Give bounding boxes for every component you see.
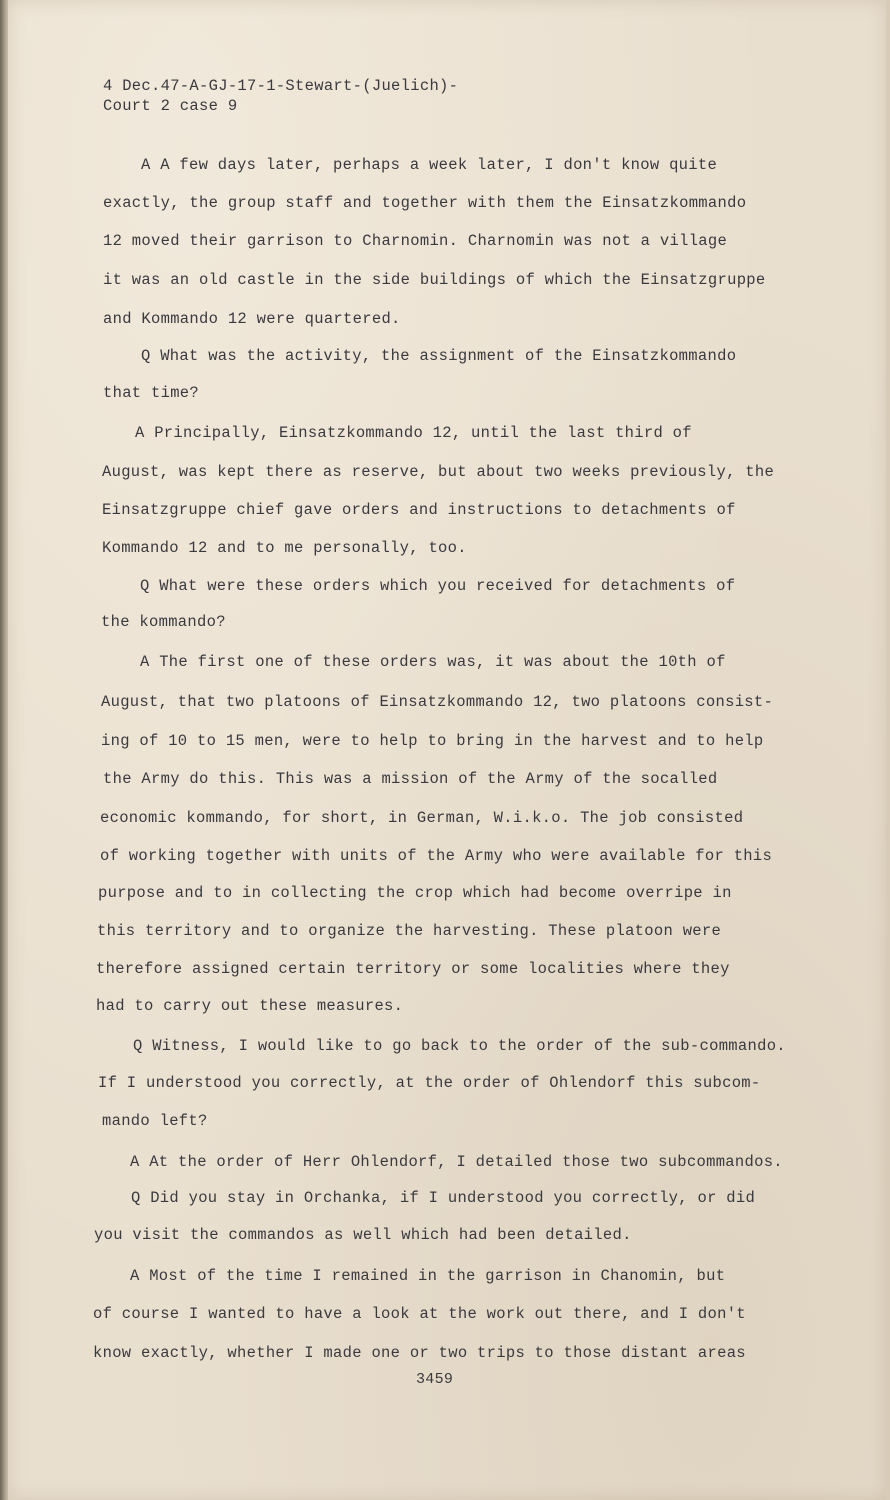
transcript-line: A Principally, Einsatzkommando 12, until the last third of: [135, 424, 692, 442]
transcript-line: A The first one of these orders was, it was about the 10th of: [140, 653, 726, 671]
transcript-line: that time?: [103, 384, 200, 402]
transcript-line: of course I wanted to have a look at the work out there, and I don't: [93, 1305, 746, 1323]
transcript-line: ing of 10 to 15 men, were to help to bring in the harvest and to help: [101, 732, 764, 750]
transcript-line: Q Witness, I would like to go back to the order of the sub-commando.: [133, 1037, 786, 1055]
transcript-line: Q What were these orders which you received for detachments of: [140, 577, 736, 595]
transcript-line: mando left?: [102, 1112, 208, 1130]
transcript-line: Q Did you stay in Orchanka, if I understood you correctly, or did: [131, 1189, 756, 1207]
transcript-line: this territory and to organize the harvesting. These platoon were: [97, 922, 722, 940]
transcript-line: of working together with units of the Army who were available for this: [100, 847, 773, 865]
transcript-line: Q What was the activity, the assignment of the Einsatzkommando: [141, 347, 737, 365]
transcript-line: A Most of the time I remained in the garrison in Chanomin, but: [130, 1267, 726, 1285]
transcript-line: and Kommando 12 were quartered.: [103, 310, 401, 328]
transcript-line: the Army do this. This was a mission of the Army of the socalled: [103, 770, 718, 788]
transcript-line: Kommando 12 and to me personally, too.: [102, 539, 467, 557]
transcript-line: purpose and to in collecting the crop which had become overripe in: [98, 884, 732, 902]
transcript-line: If I understood you correctly, at the order of Ohlendorf this subcom-: [98, 1074, 761, 1092]
transcript-line: the kommando?: [101, 613, 226, 631]
transcript-line: therefore assigned certain territory or some localities where they: [96, 960, 730, 978]
transcript-line: A At the order of Herr Ohlendorf, I detailed those two subcommandos.: [130, 1153, 783, 1171]
transcript-line: A A few days later, perhaps a week later, I don't know quite: [141, 156, 718, 174]
transcript-line: Einsatzgruppe chief gave orders and instructions to detachments of: [102, 501, 736, 519]
header-court: Court 2 case 9: [103, 97, 238, 115]
transcript-line: it was an old castle in the side buildings of which the Einsatzgruppe: [103, 271, 766, 289]
transcript-line: had to carry out these measures.: [96, 997, 404, 1015]
header-reference: 4 Dec.47-A-GJ-17-1-Stewart-(Juelich)-: [103, 77, 459, 95]
page-number: 3459: [416, 1371, 454, 1388]
transcript-line: you visit the commandos as well which had been detailed.: [94, 1226, 632, 1244]
transcript-line: 12 moved their garrison to Charnomin. Charnomin was not a village: [103, 232, 728, 250]
transcript-line: exactly, the group staff and together with them the Einsatzkommando: [103, 194, 747, 212]
transcript-line: economic kommando, for short, in German, W.i.k.o. The job consisted: [100, 809, 744, 827]
transcript-line: August, that two platoons of Einsatzkommando 12, two platoons consist-: [101, 693, 774, 711]
transcript-line: August, was kept there as reserve, but about two weeks previously, the: [102, 463, 775, 481]
transcript-line: know exactly, whether I made one or two trips to those distant areas: [93, 1344, 746, 1362]
